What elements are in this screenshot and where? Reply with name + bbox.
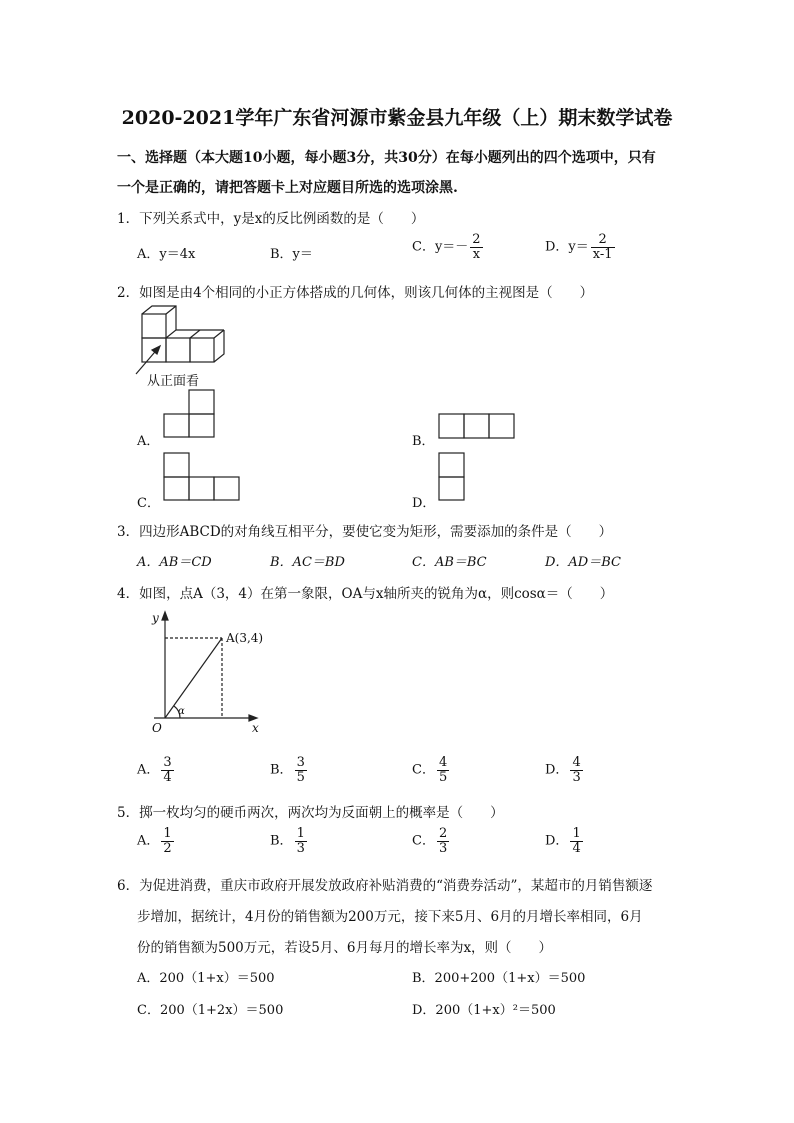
- question-1-stem: 1．下列关系式中，y是x的反比例函数的是（ ）: [117, 211, 425, 227]
- q4-option-d-label: D．: [545, 762, 569, 778]
- q2-option-d-view: [438, 453, 466, 501]
- q6-option-c: C．200（1+2x）＝500: [137, 1003, 284, 1018]
- question-2-stem: 2．如图是由4个相同的小正方体搭成的几何体，则该几何体的主视图是（ ）: [117, 285, 594, 301]
- q5-option-a: [137, 827, 174, 855]
- q1-option-c-label: C．y＝－: [412, 239, 469, 255]
- q2-option-b: B．: [412, 434, 435, 449]
- q1-option-d-fraction: [591, 233, 615, 261]
- q5-option-d-label: D．: [545, 833, 569, 849]
- q5-d-denominator: 4: [572, 840, 581, 856]
- q5-option-b-label: B．: [270, 833, 293, 849]
- q4-option-a: [137, 756, 174, 784]
- graph-x-label: x: [252, 721, 259, 735]
- q5-option-c: [412, 827, 449, 855]
- graph-origin-label: O: [152, 721, 162, 735]
- q6-option-b: B．200+200（1+x）＝500: [412, 971, 586, 986]
- q5-option-a-label: A．: [137, 833, 160, 849]
- q3-option-c: C．AB＝BC: [412, 555, 487, 570]
- q1-c-denominator: x: [472, 246, 481, 262]
- q1-option-d: [545, 233, 615, 261]
- q2-option-a: A．: [137, 434, 160, 449]
- q4-option-a-label: A．: [137, 762, 160, 778]
- coordinate-graph: [140, 608, 270, 738]
- q5-b-numerator: 1: [296, 826, 305, 841]
- q4-b-denominator: 5: [296, 769, 305, 785]
- q4-option-b-fraction: [295, 756, 307, 784]
- q5-a-denominator: 2: [163, 840, 172, 856]
- q5-option-a-fraction: [161, 827, 173, 855]
- q5-a-numerator: 1: [163, 826, 172, 841]
- q1-option-c-fraction: [470, 233, 482, 261]
- q5-option-d-fraction: [570, 827, 582, 855]
- q4-a-denominator: 4: [163, 769, 172, 785]
- q4-option-d: [545, 756, 583, 784]
- q5-option-b-fraction: [295, 827, 307, 855]
- graph-point-label: A(3,4): [226, 631, 264, 645]
- q4-option-d-fraction: [570, 756, 582, 784]
- q3-option-d: D．AD＝BC: [545, 555, 621, 570]
- graph-angle-label: α: [178, 706, 185, 717]
- q2-option-c: C．: [137, 496, 160, 511]
- q3-option-a: A．AB＝CD: [137, 555, 212, 570]
- q2-option-b-view: [438, 413, 515, 439]
- section-heading-line1: 一、选择题（本大题10小题，每小题3分，共30分）在每小题列出的四个选项中，只有: [117, 150, 656, 166]
- q5-d-numerator: 1: [572, 826, 581, 841]
- q5-c-numerator: 2: [438, 826, 448, 841]
- q4-d-numerator: 4: [572, 755, 581, 770]
- q1-c-numerator: 2: [472, 232, 481, 247]
- q5-b-denominator: 3: [296, 840, 305, 856]
- question-4-stem: 4．如图，点A（3，4）在第一象限，OA与x轴所夹的锐角为α，则cosα＝（ ）: [117, 586, 614, 602]
- q6-option-d: D．200（1+x）²＝500: [412, 1003, 556, 1018]
- q2-option-d: D．: [412, 496, 436, 511]
- q4-option-b: [270, 756, 307, 784]
- q2-option-a-view: [163, 390, 215, 438]
- q1-option-c: [412, 233, 483, 261]
- q3-option-b: B．AC＝BD: [270, 555, 345, 570]
- q4-b-numerator: 3: [296, 755, 305, 770]
- figure-caption: 从正面看: [147, 374, 200, 389]
- q4-d-denominator: 3: [572, 769, 581, 785]
- question-6-stem-line3: 份的销售额为500万元，若设5月、6月每月的增长率为x，则（ ）: [137, 940, 553, 956]
- q5-option-c-fraction: [437, 827, 449, 855]
- q5-option-c-label: C．: [412, 833, 435, 849]
- q1-option-a: A．y＝4x: [137, 247, 196, 262]
- q4-c-denominator: 5: [438, 769, 448, 785]
- q4-option-c: [412, 756, 449, 784]
- q4-c-numerator: 4: [438, 755, 448, 770]
- q5-c-denominator: 3: [438, 840, 448, 856]
- q4-option-a-fraction: [161, 756, 173, 784]
- q5-option-b: [270, 827, 307, 855]
- graph-y-label: y: [152, 611, 159, 625]
- question-6-stem-line2: 步增加，据统计，4月份的销售额为200万元，接下来5月、6月的月增长率相同，6月: [137, 909, 643, 925]
- q1-d-numerator: 2: [591, 233, 615, 248]
- q4-option-c-fraction: [437, 756, 449, 784]
- q2-option-c-view: [163, 453, 241, 501]
- question-5-stem: 5．掷一枚均匀的硬币两次，两次均为反面朝上的概率是（ ）: [117, 805, 504, 821]
- q5-option-d: [545, 827, 583, 855]
- q1-option-d-label: D．y＝: [545, 239, 589, 255]
- q1-option-b: B．y＝: [270, 247, 313, 262]
- question-3-stem: 3．四边形ABCD的对角线互相平分，要使它变为矩形，需要添加的条件是（ ）: [117, 524, 613, 540]
- q6-option-a: A．200（1+x）＝500: [137, 971, 275, 986]
- q4-option-b-label: B．: [270, 762, 293, 778]
- q4-option-c-label: C．: [412, 762, 435, 778]
- page-title: 2020-2021学年广东省河源市紫金县九年级（上）期末数学试卷: [121, 107, 673, 129]
- q4-a-numerator: 3: [163, 755, 172, 770]
- question-6-stem-line1: 6．为促进消费，重庆市政府开展发放政府补贴消费的“消费券活动”，某超市的月销售额逐: [117, 878, 653, 894]
- q1-d-denominator: x-1: [592, 246, 613, 262]
- section-heading-line2: 一个是正确的，请把答题卡上对应题目所选的选项涂黑.: [117, 180, 458, 196]
